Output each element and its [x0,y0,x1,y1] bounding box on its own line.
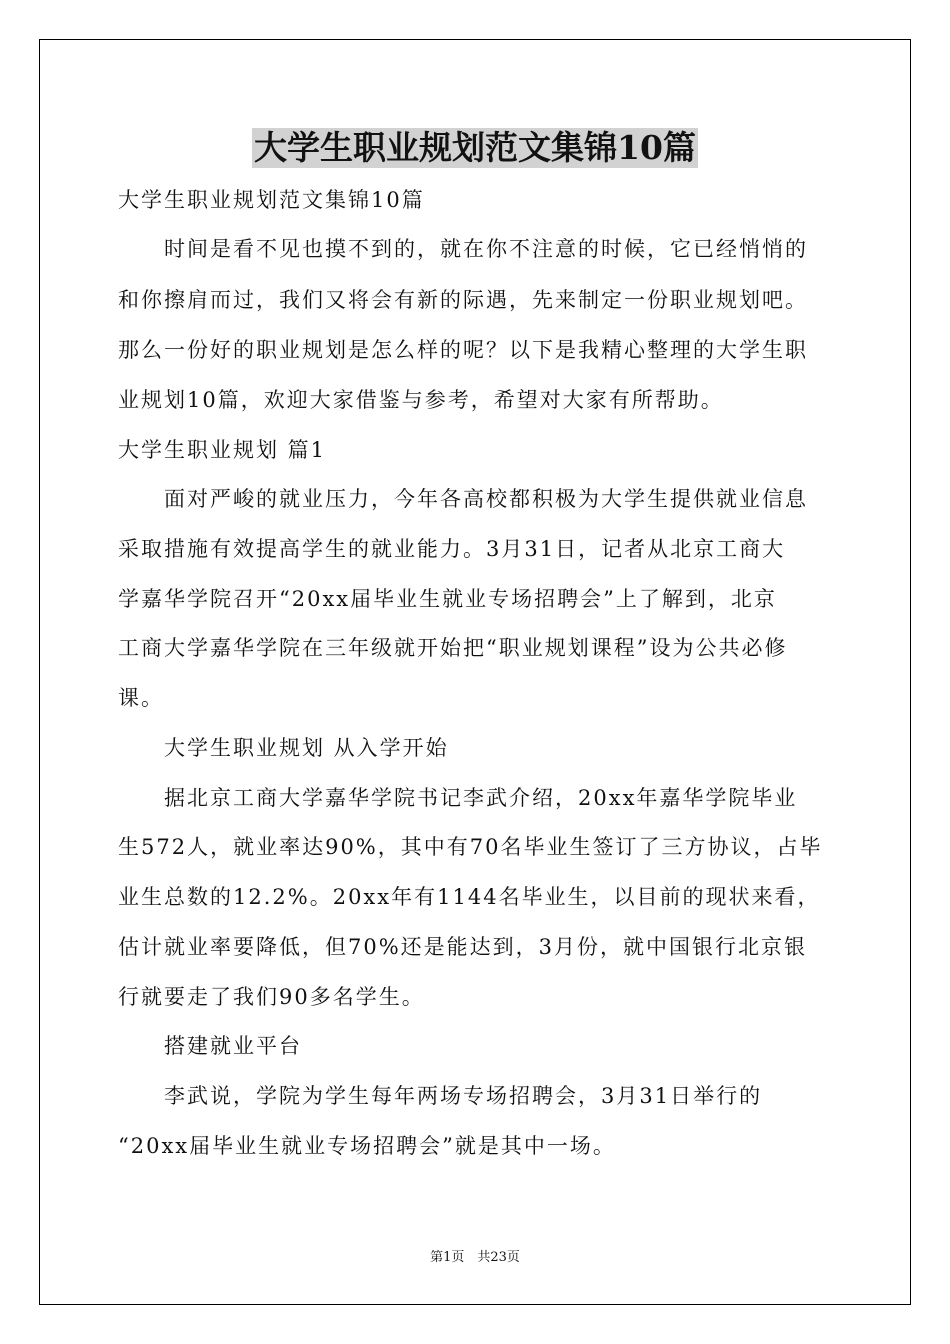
body-line: “20xx届毕业生就业专场招聘会”就是其中一场。 [118,1134,616,1158]
body-line: 业生总数的12.2%。20xx年有1144名毕业生，以目前的现状来看， [118,885,821,909]
body-line: 时间是看不见也摸不到的，就在你不注意的时候，它已经悄悄的 [118,237,808,261]
body-line: 行就要走了我们90多名学生。 [118,985,425,1009]
body-line: 那么一份好的职业规划是怎么样的呢？以下是我精心整理的大学生职 [118,338,808,362]
subsection-heading: 搭建就业平台 [118,1034,302,1058]
body-line: 采取措施有效提高学生的就业能力。3月31日，记者从北京工商大 [118,537,786,561]
document-title: 大学生职业规划范文集锦10篇 [254,128,696,167]
body-line: 课。 [118,686,164,710]
subtitle-line: 大学生职业规划范文集锦10篇 [118,188,425,212]
body-line: 工商大学嘉华学院在三年级就开始把“职业规划课程”设为公共必修 [118,636,788,660]
body-line: 生572人，就业率达90%，其中有70名毕业生签订了三方协议，占毕 [118,835,823,859]
body-line: 面对严峻的就业压力，今年各高校都积极为大学生提供就业信息 [118,487,808,511]
body-line: 业规划10篇，欢迎大家借鉴与参考，希望对大家有所帮助。 [118,388,724,412]
body-line: 李武说，学院为学生每年两场专场招聘会，3月31日举行的 [118,1084,763,1108]
title-container [0,128,950,168]
page-border [39,39,911,1305]
section-heading: 大学生职业规划 篇1 [118,438,327,462]
subsection-heading: 大学生职业规划 从入学开始 [118,736,449,760]
body-line: 据北京工商大学嘉华学院书记李武介绍，20xx年嘉华学院毕业 [118,786,798,810]
body-line: 和你擦肩而过，我们又将会有新的际遇，先来制定一份职业规划吧。 [118,288,808,312]
body-line: 学嘉华学院召开“20xx届毕业生就业专场招聘会”上了解到，北京 [118,587,777,611]
page-footer: 第1页 共23页 [430,1250,520,1265]
body-line: 估计就业率要降低，但70%还是能达到，3月份，就中国银行北京银 [118,935,808,959]
